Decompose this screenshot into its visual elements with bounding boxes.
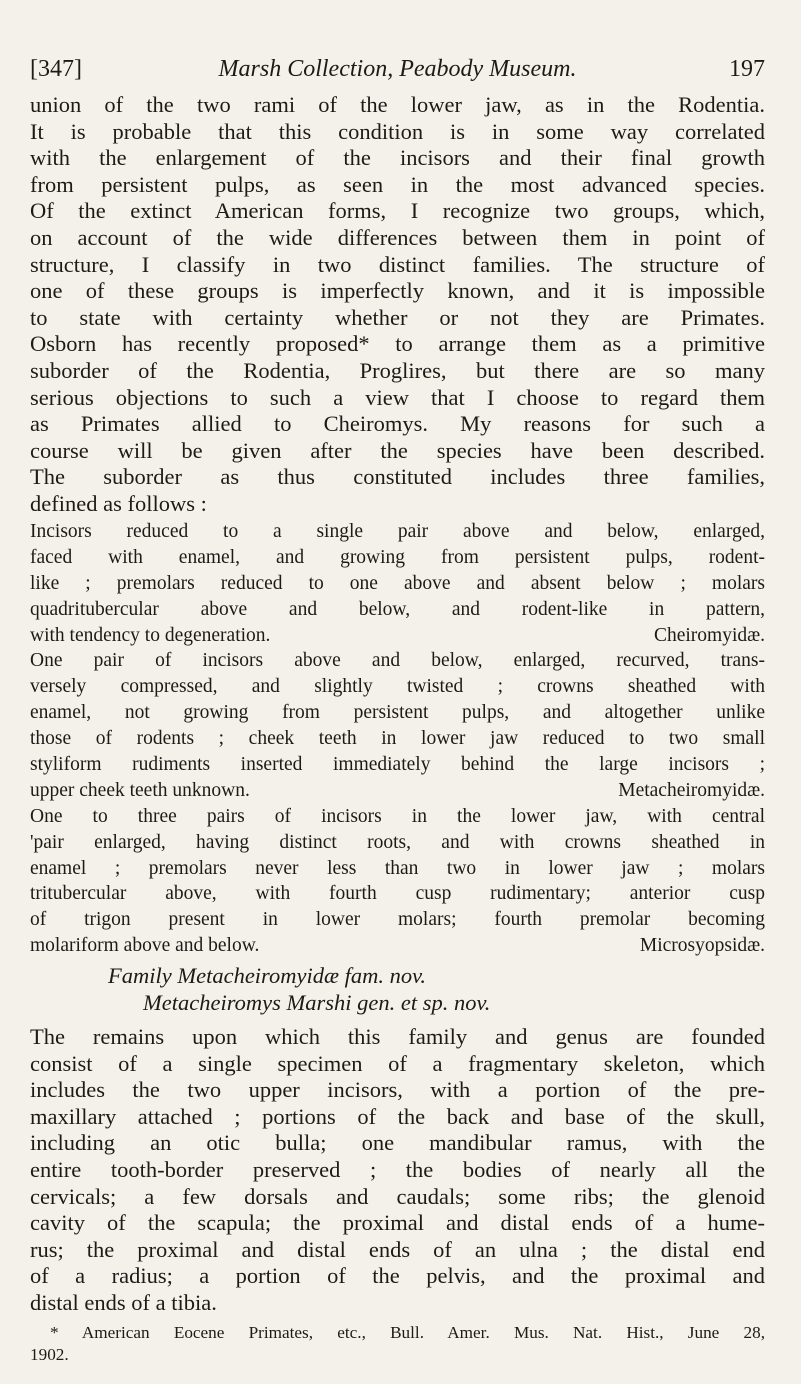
- definition-line: enamel, not growing from persistent pulps, and altogether unlike: [30, 702, 765, 724]
- text-line: course will be given after the species have been described.: [30, 437, 765, 463]
- definition-text: with tendency to degeneration.: [30, 624, 271, 646]
- page-reference: [347]: [30, 56, 82, 82]
- text-line: The suborder as thus constituted includes three families,: [30, 464, 765, 490]
- text-line: rus; the proximal and distal ends of an ulna ; the distal end: [30, 1236, 765, 1262]
- text-line: union of the two rami of the lower jaw, as in the Rodentia.: [30, 92, 765, 117]
- text-line: on account of the wide differences between them in point of: [30, 224, 765, 250]
- text-line: The remains upon which this family and genus are founded: [30, 1024, 765, 1049]
- text-line: includes the two upper incisors, with a portion of the pre-: [30, 1077, 765, 1103]
- genus-heading: Metacheiromys Marshi gen. et sp. nov.: [143, 989, 491, 1015]
- family-name: Cheiromyidæ.: [653, 624, 765, 646]
- definition-line: [30, 778, 765, 804]
- text-line: cervicals; a few dorsals and caudals; some ribs; the glenoid: [30, 1183, 765, 1209]
- definition-line: Incisors reduced to a single pair above and below, enlarged,: [30, 521, 765, 542]
- text-line: It is probable that this condition is in some way correlated: [30, 118, 765, 144]
- definition-line: versely compressed, and slightly twisted ; crowns sheathed with: [30, 676, 765, 698]
- page-number: 197: [729, 56, 765, 82]
- text-line: distal ends of a tibia.: [30, 1289, 217, 1315]
- family-name: Microsyopsidæ.: [639, 935, 765, 957]
- text-line: as Primates allied to Cheiromys. My reasons for such a: [30, 411, 765, 437]
- text-line: one of these groups is imperfectly known, and it is impossible: [30, 278, 765, 304]
- text-line: entire tooth-border preserved ; the bodies of nearly all the: [30, 1156, 765, 1182]
- definition-text: upper cheek teeth unknown.: [30, 779, 250, 801]
- definition-line: [30, 933, 765, 959]
- text-line: serious objections to such a view that I choose to regard them: [30, 384, 765, 410]
- definition-line: of trigon present in lower molars; fourth premolar becoming: [30, 909, 765, 931]
- definition-line: tritubercular above, with fourth cusp rudimentary; anterior cusp: [30, 883, 765, 905]
- family-name: Metacheiromyidæ.: [618, 779, 765, 801]
- definition-line: enamel ; premolars never less than two in lower jaw ; molars: [30, 857, 765, 879]
- definition-line: like ; premolars reduced to one above and absent below ; molars: [30, 572, 765, 594]
- family-definitions: [30, 519, 765, 959]
- definition-line: those of rodents ; cheek teeth in lower jaw reduced to two small: [30, 728, 765, 750]
- text-line: structure, I classify in two distinct families. The structure of: [30, 251, 765, 277]
- definition-line: styliform rudiments inserted immediately behind the large incisors ;: [30, 754, 765, 776]
- definition-line: 'pair enlarged, having distinct roots, and with crowns sheathed in: [30, 831, 765, 853]
- text-line: cavity of the scapula; the proximal and distal ends of a hume-: [30, 1210, 765, 1236]
- running-title: Marsh Collection, Peabody Museum.: [218, 56, 577, 82]
- text-line: Osborn has recently proposed* to arrange them as a primitive: [30, 331, 765, 357]
- text-line: to state with certainty whether or not they are Primates.: [30, 304, 765, 330]
- text-line: of a radius; a portion of the pelvis, and the proximal and: [30, 1263, 765, 1289]
- definition-line: quadritubercular above and below, and rodent-like in pattern,: [30, 598, 765, 620]
- description-paragraph: [30, 1024, 765, 1317]
- text-line: defined as follows :: [30, 490, 207, 516]
- text-line: with the enlargement of the incisors and their final growth: [30, 145, 765, 171]
- definition-line: One pair of incisors above and below, enlarged, recurved, trans-: [30, 650, 765, 672]
- text-line: suborder of the Rodentia, Proglires, but there are so many: [30, 357, 765, 383]
- definition-line: [30, 623, 765, 649]
- text-line: maxillary attached ; portions of the back and base of the skull,: [30, 1103, 765, 1129]
- text-line: consist of a single specimen of a fragmentary skeleton, which: [30, 1050, 765, 1076]
- text-line: including an otic bulla; one mandibular ramus, with the: [30, 1130, 765, 1156]
- taxon-headings: [30, 963, 765, 1016]
- family-heading: Family Metacheiromyidæ fam. nov.: [108, 963, 427, 988]
- footnote-line: * American Eocene Primates, etc., Bull. Amer. Mus. Nat. Hist., June 28,: [50, 1323, 765, 1342]
- text-line: from persistent pulps, as seen in the most advanced species.: [30, 171, 765, 197]
- definition-line: One to three pairs of incisors in the lower jaw, with central: [30, 805, 765, 827]
- definition-line: faced with enamel, and growing from persistent pulps, rodent-: [30, 546, 765, 568]
- text-line: Of the extinct American forms, I recognize two groups, which,: [30, 198, 765, 224]
- definition-text: molariform above and below.: [30, 935, 260, 957]
- footnote-line: 1902.: [30, 1345, 69, 1364]
- intro-paragraph: [30, 92, 765, 518]
- running-header: [30, 56, 765, 88]
- footnote: [30, 1322, 765, 1366]
